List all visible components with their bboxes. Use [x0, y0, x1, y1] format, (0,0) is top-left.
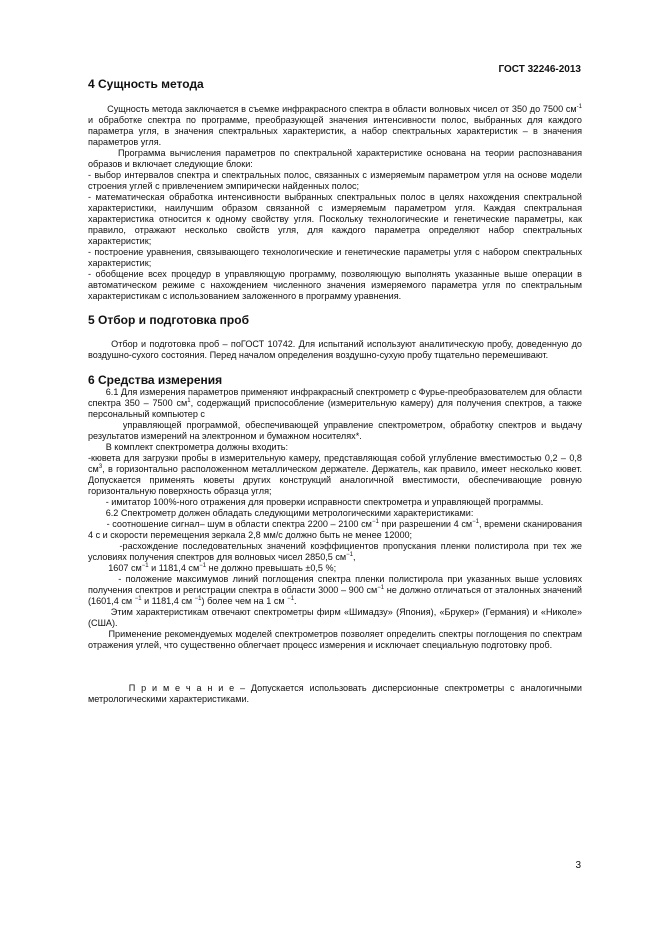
s6-paragraph-4: 6.2 Спектрометр должен обладать следующими метрологическими характеристиками: [105, 508, 474, 518]
page-content [88, 77, 582, 705]
note-label: П р и м е ч а н и е [128, 683, 235, 693]
s4-paragraph-2: Программа вычисления параметров по спектральной характеристике основана на теории распознавания образов и включает следующие блоки: [88, 148, 582, 169]
s4-list-item-1: - выбор интервалов спектра и спектральных полос, связанных с измеряемым параметром угля на основе модели строения углей с привлечением эмпирически найденных полос; [88, 170, 582, 191]
s6-paragraph-3: В комплект спектрометра должны входить: [105, 442, 289, 452]
s6-paragraph-5: Этим характеристикам отвечают спектрометры фирм «Шимадзу» (Япония), «Брукер» (Германия) и «Николе» (США). [88, 607, 582, 628]
section-4-title: 4 Сущность метода [88, 77, 204, 91]
s5-paragraph-1: Отбор и подготовка проб – поГОСТ 10742. Для испытаний используют аналитическую пробу, доведенную до воздушно-сухого состояния. Перед началом определения воздушно-сухую пробу тщательно перемешивают. [88, 339, 582, 360]
s4-list-item-4: - обобщение всех процедур в управляющую программу, позволяющую выполнять указанные выше операции в автоматическом режиме с нахождением численного значения измеряемого параметра угля по спектральным характеристикам с использованием заложенного в программу уравнения. [88, 269, 582, 301]
note [88, 683, 582, 705]
s6-list-item-4: -расхождение последовательных значений коэффициентов пропускания пленки полистирола при тех же условиях получения спектров для волновых чисел 2850,5 $см^{-1}$, [88, 541, 582, 562]
document-code: ГОСТ 32246-2013 [498, 64, 581, 75]
s6-paragraph-6: Применение рекомендуемых моделей спектрометров позволяет определить спектры поглощения по спектрам отражения углей, что существенно облегчает процесс измерения и исключает специальную подготовку проб. [88, 629, 582, 650]
s4-paragraph-1: Сущность метода заключается в съемке инфракрасного спектра в области волновых чисел от 350 до 7500 $см^{-1}$ и обработке спектра по программе, преобразующей значения интенсивности полос, выбранных для каждого параметра угля, в значения спектральных характеристик, а набор спектральных характеристик – в значения параметров угля. [88, 104, 583, 147]
s4-list-item-2: - математическая обработка интенсивности выбранных спектральных полос в целях нахождения спектральной характеристики, наилучшим образом связанной с измеряемым параметром угля. Каждая спектральная характеристика относится к одному свойству угля. Поскольку технологические и генетические параметры, как правило, отражают несколько свойств угля, для каждого параметра определяют набор спектральных характеристик; [88, 192, 582, 246]
s6-list-item-1: -кювета для загрузки пробы в измерительную камеру, представляющая собой углубление вместимостью 0,2 – 0,8 $см^3$, в горизонтально расположенном металлическом держателе. Держатель, как правило, имеет несколько кювет. Допускается применять кюветы других конструкций аналогичной вместимости, обеспечивающие ровную горизонтальную поверхность образца угля; [88, 453, 582, 496]
page-number: 3 [575, 860, 581, 871]
s4-list-item-3: - построение уравнения, связывающего технологические и генетические параметры угля с набором спектральных характеристик; [88, 247, 582, 268]
note-text: – Допускается использовать дисперсионные спектрометры с аналогичными метрологическими характеристиками. [88, 683, 582, 704]
s6-paragraph-1: 6.1 Для измерения параметров применяют инфракрасный спектрометр с Фурье-преобразователем для области спектра 350 – 7500 $см^1$, содержащий приспособление (измерительную камеру) для получения спектров, а также персональный компьютер с [88, 387, 582, 419]
s6-list-item-3: - соотношение сигнал– шум в области спектра 2200 – 2100 $см^{-1}$ при разрешении 4 $см^{-1}$, времени сканирования 4 с и скорости перемещения зеркала 2,8 мм/с должно быть не менее 12000; [88, 519, 583, 540]
s6-list-item-2: - имитатор 100%-ного отражения для проверки исправности спектрометра и управляющей программы. [105, 497, 544, 507]
s6-list-item-5: - положение максимумов линий поглощения спектра пленки полистирола при указанных выше условиях получения спектров и регистрации спектра в области 3000 – 900 $см^{-1}$ не должно отличаться от эталонных значений (1601,4 см $^{-1}$ и 1181,4 см $^{-1}$) более чем на 1 см $^{-1}$. [88, 574, 582, 606]
s6-paragraph-2: управляющей программой, обеспечивающей управление спектрометром, обработку спектров и выдачу результатов измерений на электронном и бумажном носителях*. [88, 420, 583, 441]
section-6-title: 6 Средства измерения [88, 373, 223, 387]
s6-list-item-4-cont: 1607 $см^{-1}$ и 1181,4 $см^{-1}$ не должно превышать ±0,5 %; [108, 563, 337, 573]
section-5-title: 5 Отбор и подготовка проб [88, 313, 250, 327]
